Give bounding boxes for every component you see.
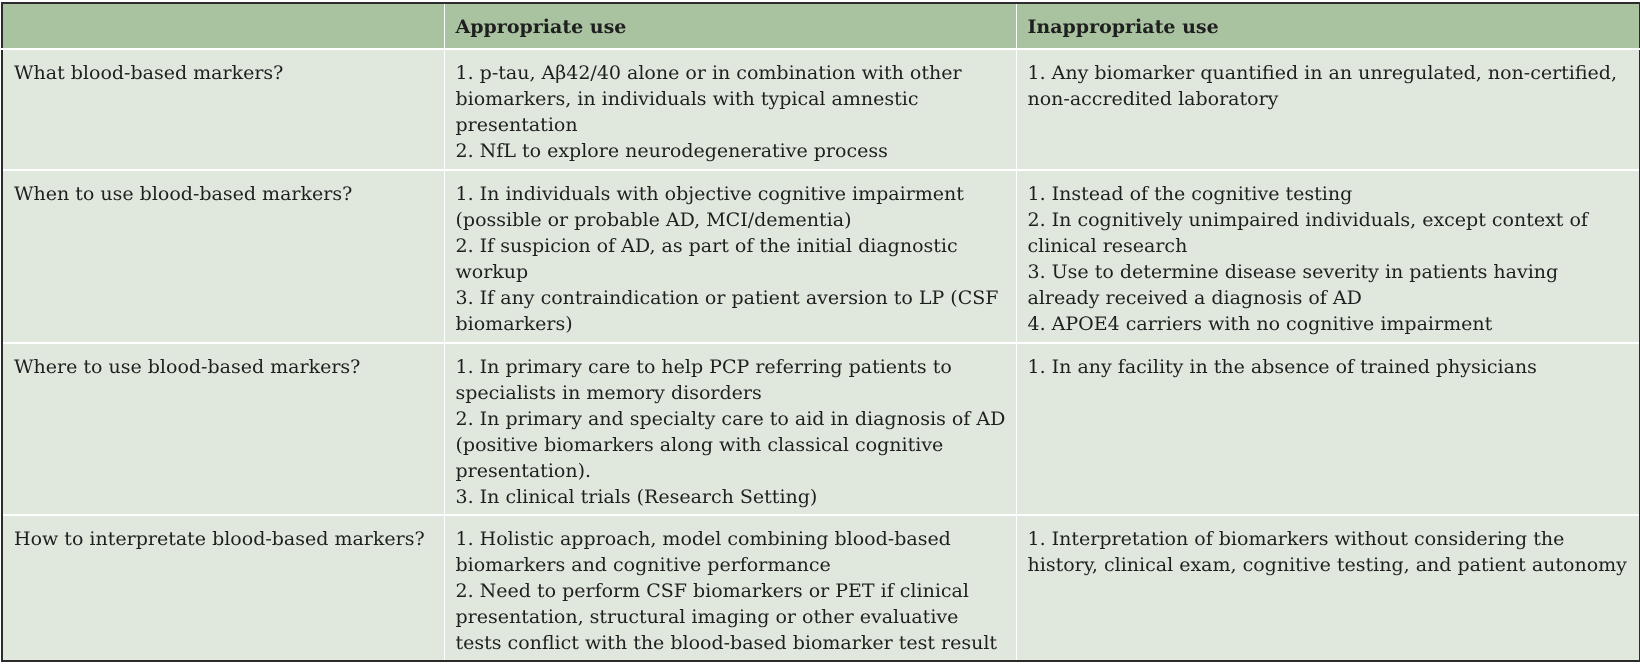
appropriate-item: 1. Holistic approach, model combining blood-based biomarkers and cognitive performance	[455, 528, 951, 577]
appropriate-item: 1. In individuals with objective cognitive impairment (possible or probable AD, MCI/dementia)	[455, 183, 964, 232]
inappropriate-item: 1. In any facility in the absence of trained physicians	[1027, 355, 1537, 378]
header-appropriate-use: Appropriate use	[444, 3, 1016, 49]
inappropriate-cell	[1016, 515, 1640, 661]
appropriate-item: 2. Need to perform CSF biomarkers or PET if clinical presentation, structural imaging or other evaluative tests conflict with the blood-based biomarker test result	[455, 580, 998, 655]
inappropriate-cell	[1016, 343, 1640, 516]
biomarker-use-table	[1, 2, 1640, 662]
appropriate-cell	[444, 343, 1016, 516]
appropriate-item: 3. If any contraindication or patient aversion to LP (CSF biomarkers)	[455, 287, 999, 336]
appropriate-item: 2. NfL to explore neurodegenerative process	[455, 140, 888, 162]
table-row	[2, 49, 1640, 170]
inappropriate-item: 3. Use to determine disease severity in patients having already received a diagnosis of AD	[1027, 261, 1559, 310]
inappropriate-item: 2. In cognitively unimpaired individuals, except context of clinical research	[1027, 209, 1588, 258]
header-inappropriate-use: Inappropriate use	[1016, 3, 1640, 49]
header-question	[2, 3, 444, 49]
inappropriate-cell	[1016, 170, 1640, 343]
question-cell: When to use blood-based markers?	[2, 170, 444, 343]
question-cell: What blood-based markers?	[2, 49, 444, 170]
table-row	[2, 515, 1640, 661]
question-cell: How to interpretate blood-based markers?	[2, 515, 444, 661]
inappropriate-cell	[1016, 49, 1640, 170]
appropriate-cell	[444, 49, 1016, 170]
question-cell: Where to use blood-based markers?	[2, 343, 444, 516]
table-header-row	[2, 3, 1640, 49]
inappropriate-item: 1. Instead of the cognitive testing	[1027, 183, 1353, 206]
appropriate-item: 3. In clinical trials (Research Setting)	[455, 485, 818, 508]
inappropriate-item: 4. APOE4 carriers with no cognitive impairment	[1027, 313, 1493, 336]
table-row	[2, 170, 1640, 343]
appropriate-item: 1. p-tau, Aβ42/40 alone or in combination with other biomarkers, in individuals with typical amnestic presentation	[455, 62, 962, 136]
inappropriate-item: 1. Interpretation of biomarkers without considering the history, clinical exam, cognitive testing, and patient autonomy	[1027, 528, 1627, 577]
appropriate-cell	[444, 515, 1016, 661]
inappropriate-item: 1. Any biomarker quantified in an unregulated, non-certified, non-accredited laboratory	[1027, 62, 1617, 110]
appropriate-item: 2. In primary and specialty care to aid in diagnosis of AD (positive biomarkers along with classical cognitive presentation).	[455, 407, 1006, 482]
table-row	[2, 343, 1640, 516]
appropriate-item: 1. In primary care to help PCP referring patients to specialists in memory disorders	[455, 355, 952, 404]
appropriate-cell	[444, 170, 1016, 343]
appropriate-item: 2. If suspicion of AD, as part of the initial diagnostic workup	[455, 235, 958, 284]
